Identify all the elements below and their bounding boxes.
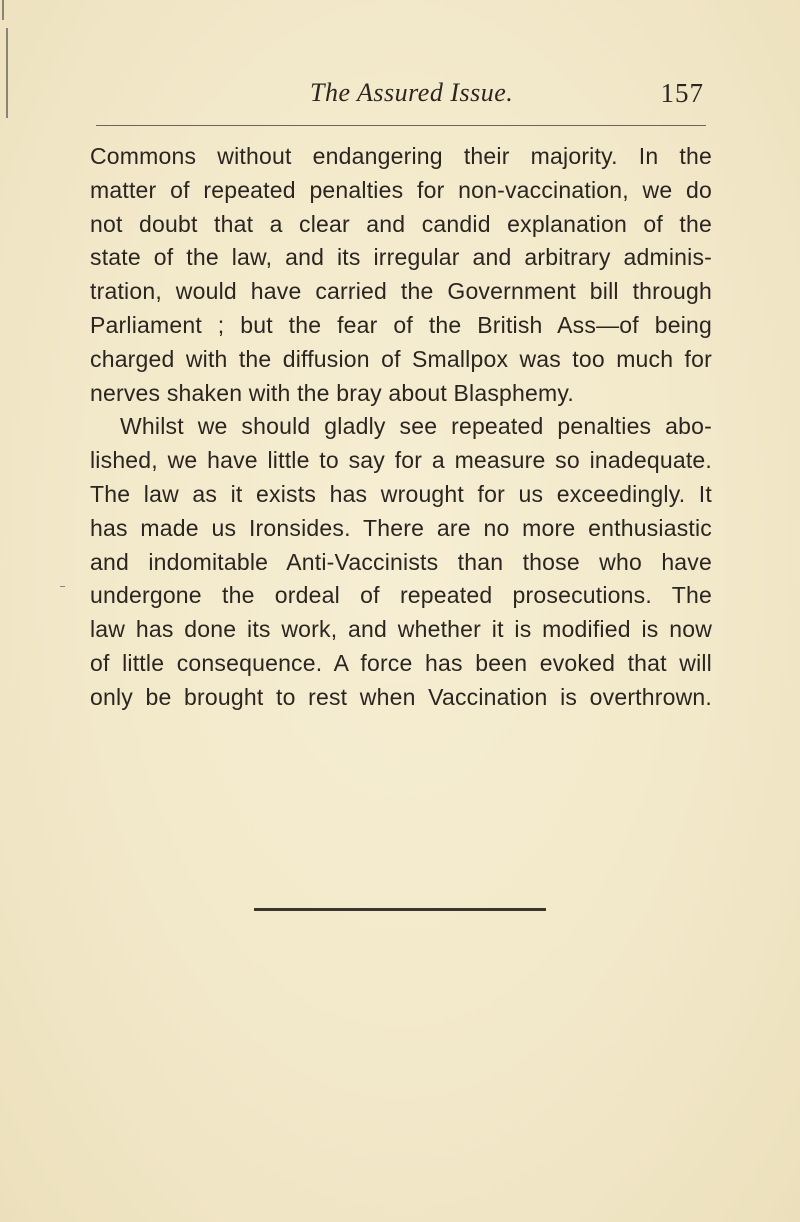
end-rule [254,908,546,911]
text-line: charged with the diffusion of Smallpox was too much for [90,345,712,372]
text-line: nerves shaken with the bray about Blasphemy. [90,379,574,406]
text-line: Commons without endangering their majority. In the [90,143,712,169]
text-line: of little consequence. A force has been evoked that will [90,649,712,676]
text-line: Whilst we should gladly see repeated penalties abo- [120,413,712,440]
text-line: tration, would have carried the Government bill through [90,278,712,305]
running-head [90,78,712,118]
text-line: undergone the ordeal of repeated prosecutions. The [90,582,712,609]
margin-mark [60,586,65,587]
header-rule [96,125,706,126]
text-line: The law as it exists has wrought for us exceedingly. It [90,480,712,507]
text-line: law has done its work, and whether it is modified is now [90,616,712,643]
body-text [90,140,712,715]
binding-edge-marks [0,0,9,120]
text-line: not doubt that a clear and candid explanation of the [90,210,712,237]
page-number: 157 [660,78,704,108]
text-line: Parliament ; but the fear of the British Ass—of being [90,311,712,338]
running-title: The Assured Issue. [310,78,514,107]
text-line: has made us Ironsides. There are no more enthusiastic [90,514,712,541]
text-line: lished, we have little to say for a measure so inadequate. [90,447,712,474]
text-line: state of the law, and its irregular and arbitrary adminis- [90,244,712,271]
text-line: matter of repeated penalties for non-vaccination, we do [90,176,712,203]
text-line: only be brought to rest when Vaccination is overthrown. [90,683,712,710]
text-line: and indomitable Anti-Vaccinists than those who have [90,548,712,575]
